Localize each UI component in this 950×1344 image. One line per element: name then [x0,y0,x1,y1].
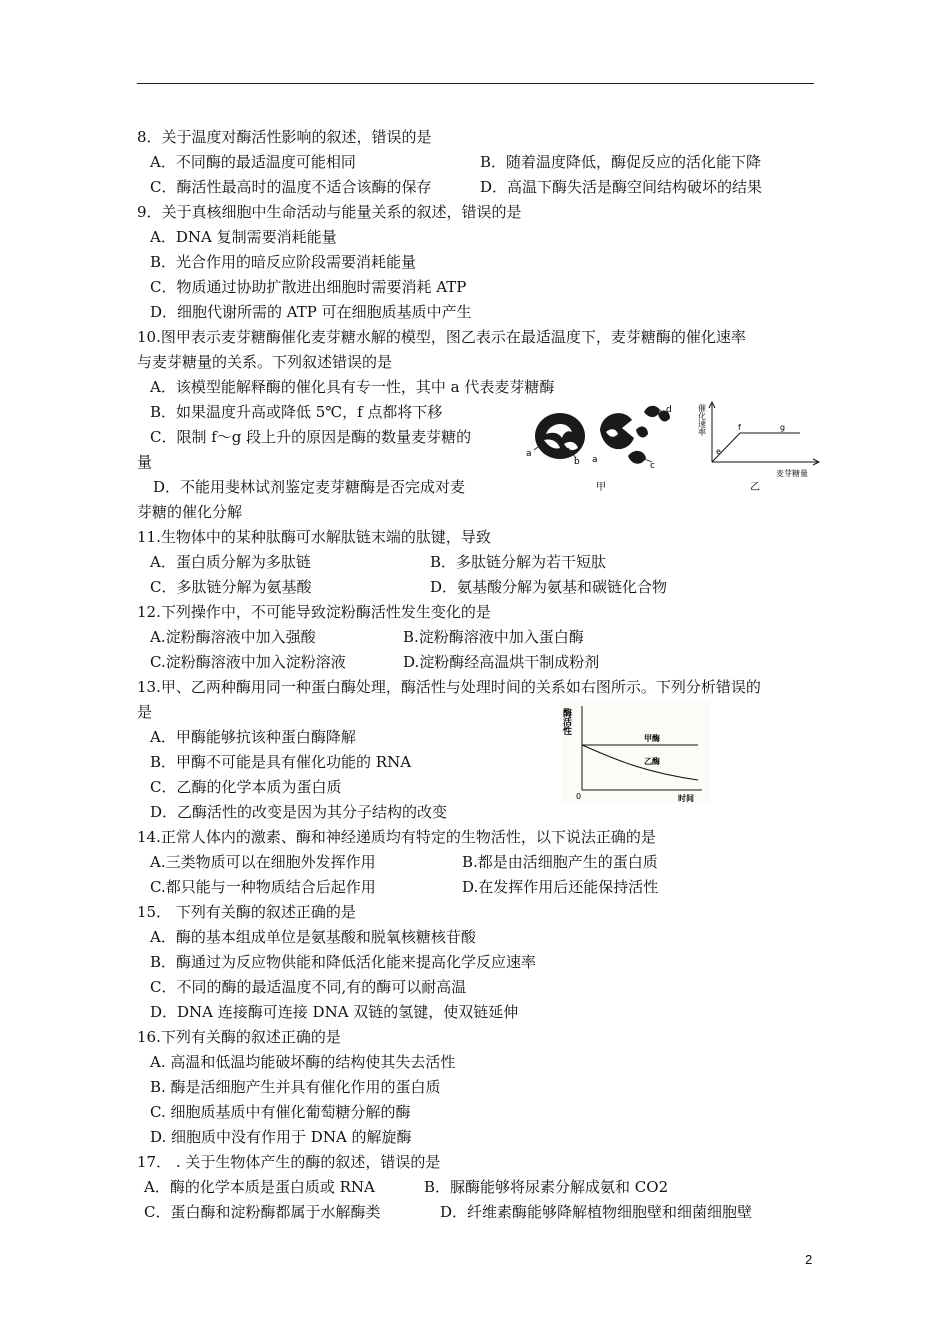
figure-jia-caption: 甲 [596,482,606,493]
product-d [644,406,660,417]
chart-background [562,700,710,804]
q17-option-d: D．纤维素酶能够降解植物细胞壁和细菌细胞壁 [440,1203,753,1221]
enzyme-a [600,413,634,449]
q14-option-d: D.在发挥作用后还能保持活性 [462,878,659,896]
label-a-left: a [526,449,532,459]
q15-stem: 15． 下列有关酶的叙述正确的是 [137,903,356,921]
q10-option-d-line1: D．不能用斐林试剂鉴定麦芽糖酶是否完成对麦 [153,478,466,496]
q10-stem-line1: 10.图甲表示麦芽糖酶催化麦芽糖水解的模型，图乙表示在最适温度下，麦芽糖酶的催化速率 [137,328,746,346]
q13-option-d: D．乙酶活性的改变是因为其分子结构的改变 [150,803,448,821]
q9-option-a: A．DNA 复制需要消耗能量 [150,228,337,246]
q12-option-b: B.淀粉酶溶液中加入蛋白酶 [403,628,584,646]
point-g: g [780,423,786,432]
q8-option-b: B．随着温度降低，酶促反应的活化能下降 [480,153,762,171]
q16-stem: 16.下列有关酶的叙述正确的是 [137,1028,341,1046]
enzyme-substrate-complex [535,413,585,459]
q15-option-d: D．DNA 连接酶可连接 DNA 双链的氢键，使双链延伸 [150,1003,519,1021]
q13-option-c: C．乙酶的化学本质为蛋白质 [150,778,342,796]
x-axis-label: 麦芽糖量 [776,469,808,478]
q17-stem: 17． . 关于生物体产生的酶的叙述，错误的是 [137,1153,441,1171]
q14-option-b: B.都是由活细胞产生的蛋白质 [462,853,658,871]
q14-option-c: C.都只能与一种物质结合后起作用 [150,878,376,896]
q17-option-a: A．酶的化学本质是蛋白质或 RNA [144,1178,375,1196]
figure-q13-activity-chart [562,700,710,804]
q8-option-a: A．不同酶的最适温度可能相同 [150,153,356,171]
label-a-right: a [592,455,598,465]
q11-stem: 11.生物体中的某种肽酶可水解肽链末端的肽键，导致 [137,528,491,546]
q12-option-d: D.淀粉酶经高温烘干制成粉剂 [403,653,600,671]
series-yi-label: 乙酶 [644,757,660,766]
q10-option-b: B．如果温度升高或降低 5℃，f 点都将下移 [150,403,443,421]
q9-stem: 9．关于真核细胞中生命活动与能量关系的叙述，错误的是 [137,203,522,221]
q8-option-c: C．酶活性最高时的温度不适合该酶的保存 [150,178,432,196]
figure-yi-rate-chart [697,400,824,493]
page-number: 2 [805,1252,813,1267]
q9-option-c: C．物质通过协助扩散进出细胞时需要消耗 ATP [150,278,467,296]
product-c [628,451,646,464]
q14-option-a: A.三类物质可以在细胞外发挥作用 [150,853,376,871]
x-axis-label: 时间 [678,794,694,803]
label-c: c [650,461,655,471]
q15-option-c: C．不同的酶的最适温度不同,有的酶可以耐高温 [150,978,467,996]
rate-curve [712,433,800,462]
q10-option-d-line2: 芽糖的催化分解 [137,503,243,521]
q9-option-d: D．细胞代谢所需的 ATP 可在细胞质基质中产生 [150,303,472,321]
point-f: f [738,423,741,432]
origin-label: 0 [576,792,582,801]
q13-stem-line2: 是 [137,703,153,721]
q11-option-b: B．多肽链分解为若干短肽 [430,553,607,571]
series-jia-label: 甲酶 [644,734,660,743]
q10-option-c-line1: C．限制 f～g 段上升的原因是酶的数量麦芽糖的 [150,428,472,446]
y-axis-label: 酶活性 [561,708,571,735]
q10-stem-line2: 与麦芽糖量的关系。下列叙述错误的是 [137,353,393,371]
q15-option-a: A．酶的基本组成单位是氨基酸和脱氧核糖核苷酸 [150,928,476,946]
q15-option-b: B．酶通过为反应物供能和降低活化能来提高化学反应速率 [150,953,537,971]
q16-option-c: C. 细胞质基质中有催化葡萄糖分解的酶 [150,1103,411,1121]
q9-option-b: B．光合作用的暗反应阶段需要消耗能量 [150,253,417,271]
figure-jia-enzyme-model [522,398,698,494]
q16-option-b: B. 酶是活细胞产生并具有催化作用的蛋白质 [150,1078,441,1096]
label-d: d [666,405,672,415]
q11-option-a: A．蛋白质分解为多肽链 [150,553,311,571]
q10-option-a: A．该模型能解释酶的催化具有专一性，其中 a 代表麦芽糖酶 [150,378,555,396]
q13-option-b: B．甲酶不可能是具有催化功能的 RNA [150,753,412,771]
q14-stem: 14.正常人体内的激素、酶和神经递质均有特定的生物活性，以下说法正确的是 [137,828,656,846]
q17-option-c: C．蛋白酶和淀粉酶都属于水解酶类 [144,1203,381,1221]
q11-option-c: C．多肽链分解为氨基酸 [150,578,312,596]
q10-option-c-line2: 量 [137,453,153,471]
q16-option-d: D. 细胞质中没有作用于 DNA 的解旋酶 [150,1128,412,1146]
q8-stem: 8．关于温度对酶活性影响的叙述，错误的是 [137,128,432,146]
q12-option-c: C.淀粉酶溶液中加入淀粉溶液 [150,653,346,671]
q16-option-a: A. 高温和低温均能破坏酶的结构使其失去活性 [150,1053,456,1071]
q17-option-b: B．脲酶能够将尿素分解成氨和 CO2 [424,1178,669,1196]
label-b: b [574,457,580,467]
y-axis-label: 催化速率 [697,404,707,436]
q11-option-d: D．氨基酸分解为氨基和碳链化合物 [430,578,668,596]
q12-option-a: A.淀粉酶溶液中加入强酸 [150,628,316,646]
figure-yi-caption: 乙 [750,482,760,493]
q13-option-a: A．甲酶能够抗该种蛋白酶降解 [150,728,356,746]
point-e: e [716,447,721,456]
q12-stem: 12.下列操作中，不可能导致淀粉酶活性发生变化的是 [137,603,491,621]
q8-option-d: D．高温下酶失活是酶空间结构破坏的结果 [480,178,763,196]
q13-stem-line1: 13.甲、乙两种酶用同一种蛋白酶处理，酶活性与处理时间的关系如右图所示。下列分析错误的 [137,678,761,696]
